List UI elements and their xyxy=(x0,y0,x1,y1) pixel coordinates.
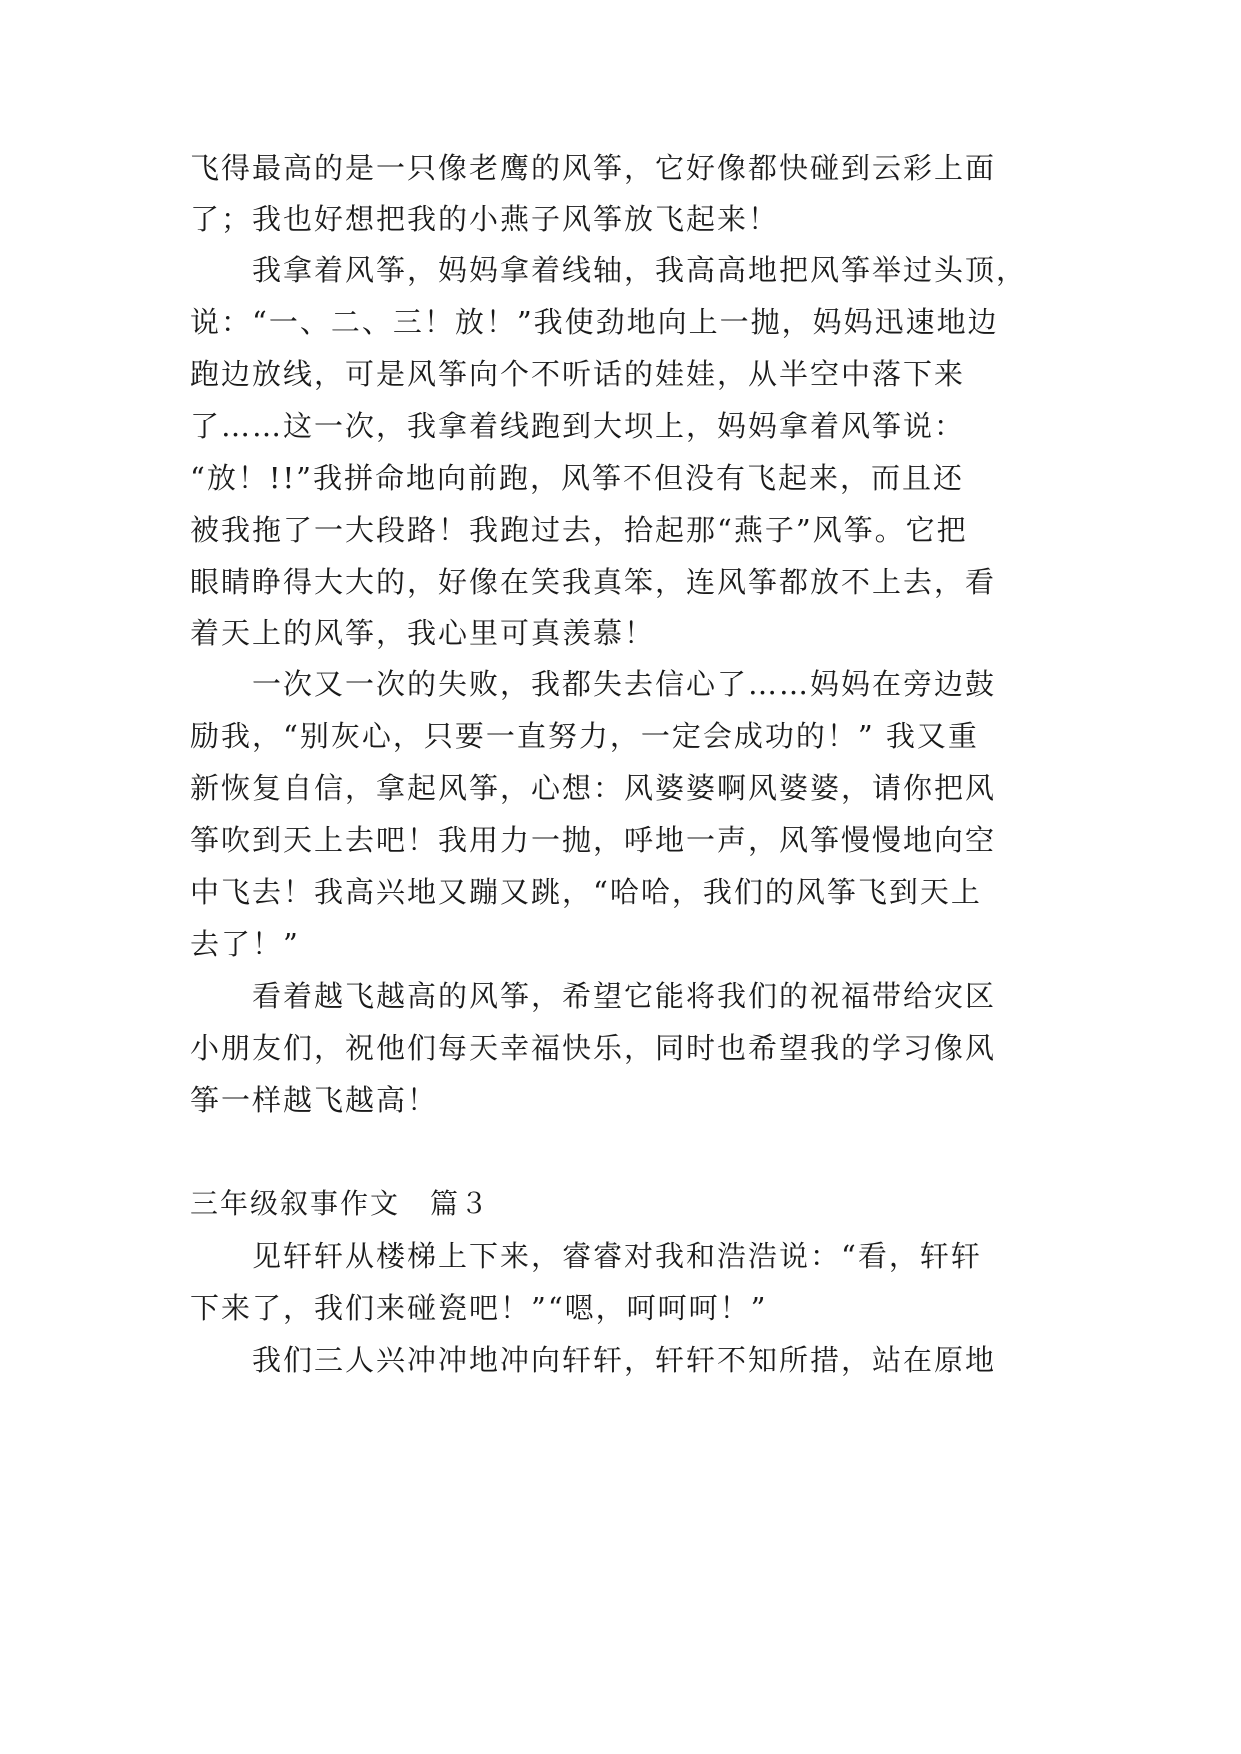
paragraph-line: 小朋友们，祝他们每天幸福快乐，同时也希望我的学习像风 xyxy=(190,1031,997,1065)
paragraph-line: 见轩轩从楼梯上下来，睿睿对我和浩浩说：“看，轩轩 xyxy=(190,1239,982,1273)
paragraph-line: 我拿着风筝，妈妈拿着线轴，我高高地把风筝举过头顶， xyxy=(190,253,1028,287)
paragraph-line: 下来了，我们来碰瓷吧！”“嗯，呵呵呵！” xyxy=(190,1291,768,1325)
paragraph-line: 飞得最高的是一只像老鹰的风筝，它好像都快碰到云彩上面 xyxy=(190,151,997,185)
paragraph-line: 筝一样越飞越高！ xyxy=(190,1083,439,1117)
paragraph-line: “放！!!”我拼命地向前跑，风筝不但没有飞起来，而且还 xyxy=(190,461,964,495)
paragraph-line: 了……这一次，我拿着线跑到大坝上，妈妈拿着风筝说： xyxy=(190,409,966,443)
paragraph-line: 新恢复自信，拿起风筝，心想：风婆婆啊风婆婆，请你把风 xyxy=(190,771,997,805)
paragraph-line: 说：“一、二、三！放！”我使劲地向上一抛，妈妈迅速地边 xyxy=(190,305,999,339)
paragraph-line: 一次又一次的失败，我都失去信心了……妈妈在旁边鼓 xyxy=(190,667,997,701)
paragraph-line: 我们三人兴冲冲地冲向轩轩，轩轩不知所措，站在原地 xyxy=(190,1343,997,1377)
paragraph-line: 了；我也好想把我的小燕子风筝放飞起来！ xyxy=(190,202,780,236)
paragraph-line: 被我拖了一大段路！我跑过去，拾起那“燕子”风筝。它把 xyxy=(190,513,968,547)
paragraph-line: 跑边放线，可是风筝向个不听话的娃娃，从半空中落下来 xyxy=(190,357,966,391)
section-heading: 三年级叙事作文 篇３ xyxy=(190,1187,491,1220)
paragraph-line: 筝吹到天上去吧！我用力一抛，呼地一声，风筝慢慢地向空 xyxy=(190,823,997,857)
paragraph-line: 去了！” xyxy=(190,927,300,961)
paragraph-line: 励我，“别灰心，只要一直努力，一定会成功的！” 我又重 xyxy=(190,719,979,753)
paragraph-line: 眼睛睁得大大的，好像在笑我真笨，连风筝都放不上去，看 xyxy=(190,565,997,599)
paragraph-line: 中飞去！我高兴地又蹦又跳，“哈哈，我们的风筝飞到天上 xyxy=(190,875,982,909)
paragraph-line: 着天上的风筝，我心里可真羡慕！ xyxy=(190,616,656,650)
paragraph-line: 看着越飞越高的风筝，希望它能将我们的祝福带给灾区 xyxy=(190,979,997,1013)
